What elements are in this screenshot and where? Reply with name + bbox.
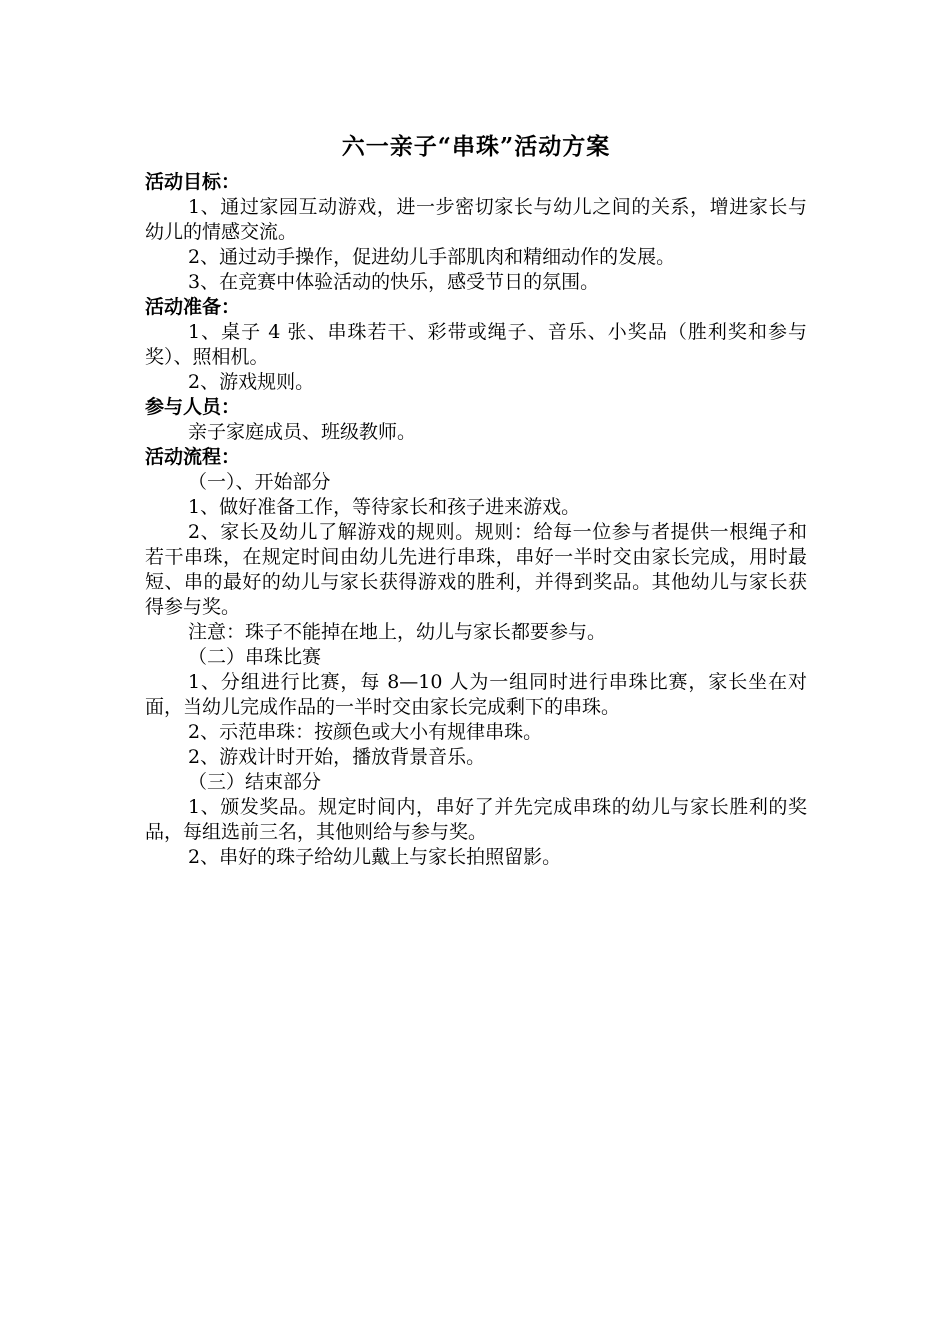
paragraph: 2、游戏计时开始，播放背景音乐。 bbox=[188, 746, 486, 768]
paragraph: 3、在竞赛中体验活动的快乐，感受节日的氛围。 bbox=[188, 271, 600, 293]
paragraph: （一）、开始部分 bbox=[188, 471, 331, 493]
paragraph: 1、颁发奖品。规定时间内，串好了并先完成串珠的幼儿与家长胜利的奖品，每组选前三名，其他则给与参与奖。 bbox=[145, 796, 807, 843]
paragraph: （二）串珠比赛 bbox=[188, 646, 322, 668]
section-goals bbox=[145, 170, 807, 295]
paragraph: 1、做好准备工作，等待家长和孩子进来游戏。 bbox=[188, 496, 581, 518]
paragraph: 亲子家庭成员、班级教师。 bbox=[188, 421, 417, 443]
section-heading: 活动流程： bbox=[145, 446, 241, 468]
paragraph: 2、游戏规则。 bbox=[188, 371, 315, 393]
document-title: 六一亲子“串珠”活动方案 bbox=[341, 133, 611, 160]
section-participants bbox=[145, 395, 807, 445]
section-heading: 参与人员： bbox=[145, 396, 241, 418]
section-process bbox=[145, 445, 807, 870]
paragraph: 2、家长及幼儿了解游戏的规则。规则：给每一位参与者提供一根绳子和若干串珠，在规定时间由幼儿先进行串珠，串好一半时交由家长完成，用时最短、串的最好的幼儿与家长获得游戏的胜利，并得到奖品。其他幼儿与家长获得参与奖。 bbox=[145, 521, 807, 618]
paragraph: 1、通过家园互动游戏，进一步密切家长与幼儿之间的关系，增进家长与幼儿的情感交流。 bbox=[145, 196, 807, 243]
paragraph: 注意：珠子不能掉在地上，幼儿与家长都要参与。 bbox=[188, 621, 607, 643]
paragraph: （三）结束部分 bbox=[188, 771, 322, 793]
paragraph: 1、分组进行比赛，每 8—10 人为一组同时进行串珠比赛，家长坐在对面，当幼儿完成作品的一半时交由家长完成剩下的串珠。 bbox=[145, 671, 807, 718]
section-heading: 活动目标： bbox=[145, 171, 241, 193]
paragraph: 2、串好的珠子给幼儿戴上与家长拍照留影。 bbox=[188, 846, 562, 868]
section-preparation bbox=[145, 295, 807, 395]
section-heading: 活动准备： bbox=[145, 296, 241, 318]
paragraph: 1、桌子 4 张、串珠若干、彩带或绳子、音乐、小奖品（胜利奖和参与奖）、照相机。 bbox=[145, 321, 807, 368]
paragraph: 2、通过动手操作，促进幼儿手部肌肉和精细动作的发展。 bbox=[188, 246, 676, 268]
paragraph: 2、示范串珠：按颜色或大小有规律串珠。 bbox=[188, 721, 543, 743]
document-page bbox=[145, 130, 807, 870]
